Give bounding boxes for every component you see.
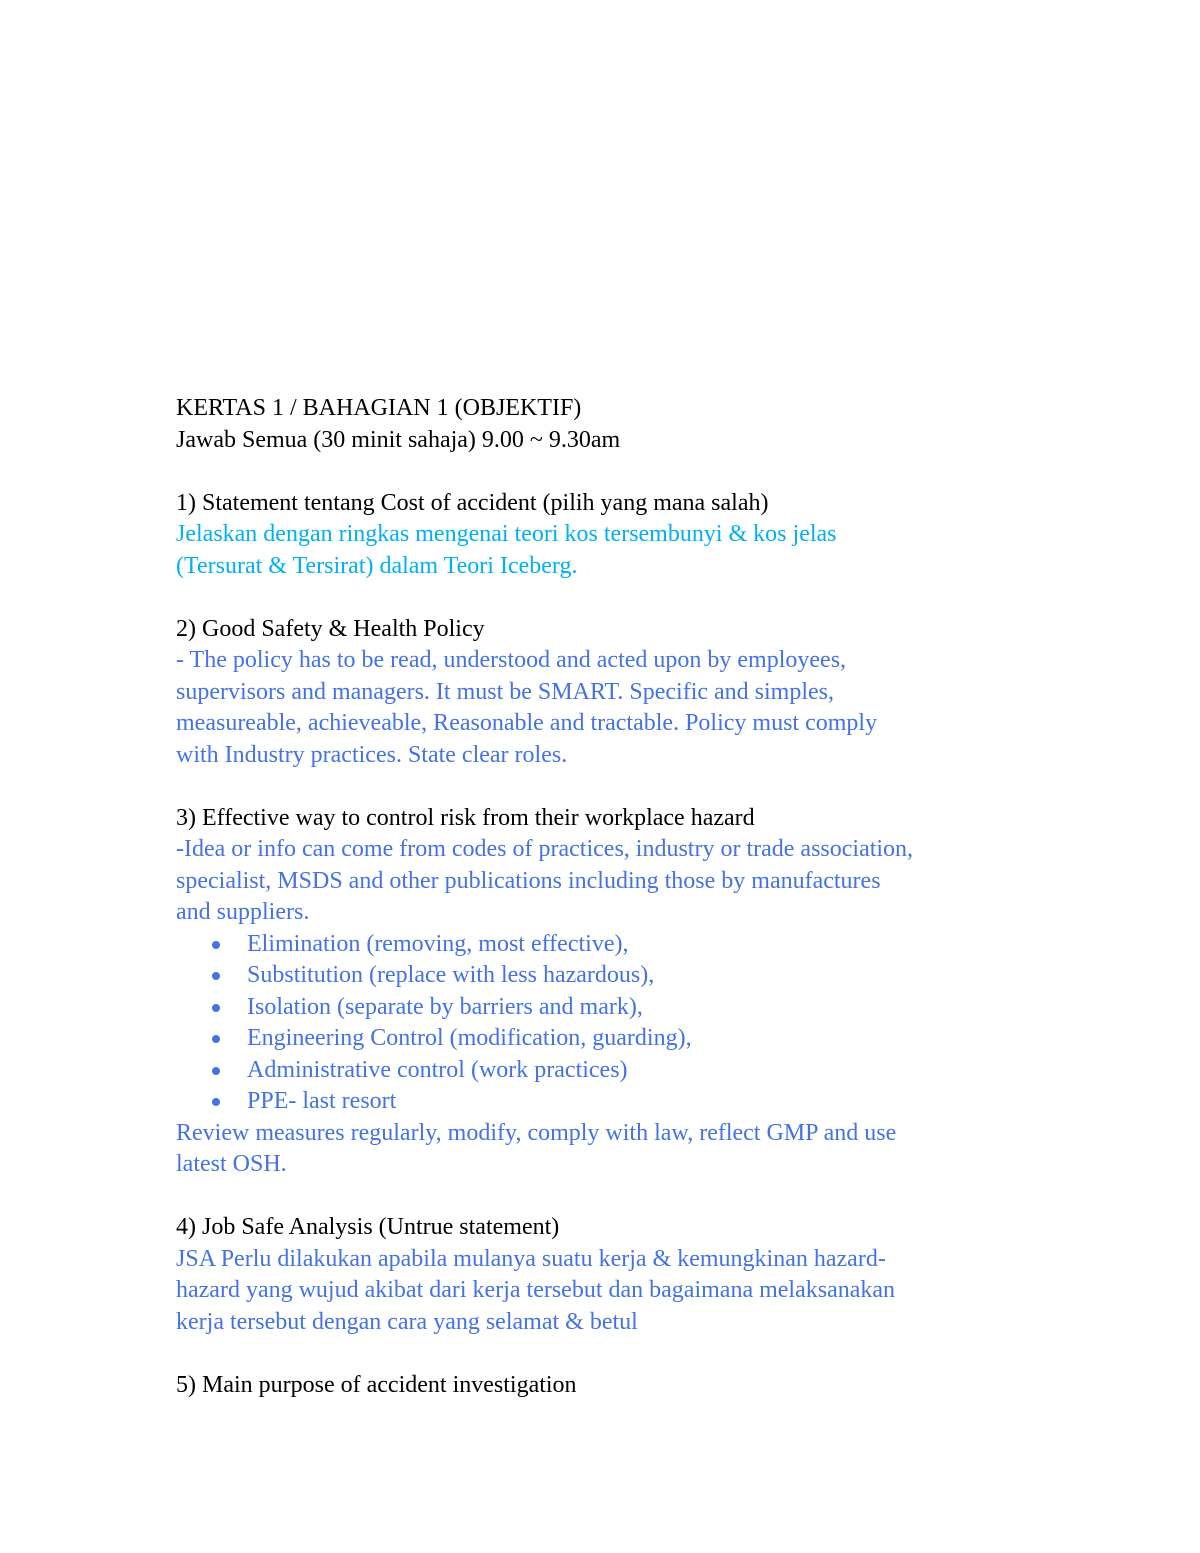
control-hierarchy-list [176,929,1076,1118]
document-body [176,393,1076,1401]
spacer [176,582,1076,614]
question-4-answer-line: hazard yang wujud akibat dari kerja tersebut dan bagaimana melaksanakan [176,1277,896,1303]
question-4-answer-line: JSA Perlu dilakukan apabila mulanya suatu kerja & kemungkinan hazard- [176,1245,886,1272]
question-1-answer-line: (Tersurat & Tersirat) dalam Teori Iceberg. [176,552,578,579]
bullet-icon [212,1035,220,1043]
question-2-answer-line: supervisors and managers. It must be SMART. Specific and simples, [176,678,835,705]
question-1-answer-line: Jelaskan dengan ringkas mengenai teori kos tersembunyi & kos jelas [176,521,837,547]
question-4-answer-line: kerja tersebut dengan cara yang selamat & betul [176,1308,638,1335]
question-5-heading: 5) Main purpose of accident investigation [176,1371,577,1398]
spacer [176,771,1076,803]
question-3-answer-line: and suppliers. [176,899,310,925]
question-2-answer-line: - The policy has to be read, understood and acted upon by employees, [176,647,847,673]
list-item [176,960,1076,992]
list-item [176,929,1076,961]
question-3-answer-line: -Idea or info can come from codes of practices, industry or trade association, [176,836,914,862]
list-item [176,1023,1076,1055]
spacer [176,1338,1076,1370]
spacer [176,1181,1076,1213]
question-3-heading: 3) Effective way to control risk from their workplace hazard [176,804,755,831]
list-item-text: Isolation (separate by barriers and mark), [247,993,643,1020]
question-3-answer-line: specialist, MSDS and other publications including those by manufactures [176,867,881,894]
spacer [176,456,1076,488]
list-item-text: Elimination (removing, most effective), [247,930,629,957]
list-item [176,1086,1076,1118]
question-2-heading: 2) Good Safety & Health Policy [176,615,485,642]
list-item [176,992,1076,1024]
paper-title: KERTAS 1 / BAHAGIAN 1 (OBJEKTIF) [176,395,582,421]
list-item-text: Administrative control (work practices) [247,1056,628,1083]
bullet-icon [212,941,220,949]
list-item-text: PPE- last resort [247,1088,397,1114]
bullet-icon [212,1067,220,1075]
list-item-text: Substitution (replace with less hazardous), [247,962,655,988]
question-1-heading: 1) Statement tentang Cost of accident (pilih yang mana salah) [176,489,769,516]
bullet-icon [212,1098,220,1106]
question-2-answer-line: with Industry practices. State clear roles. [176,741,568,768]
question-4-heading: 4) Job Safe Analysis (Untrue statement) [176,1214,560,1240]
question-3-closing-line: latest OSH. [176,1151,287,1177]
list-item [176,1055,1076,1087]
question-2-answer-line: measureable, achieveable, Reasonable and tractable. Policy must comply [176,710,878,736]
bullet-icon [212,1004,220,1012]
question-3-closing-line: Review measures regularly, modify, comply with law, reflect GMP and use [176,1119,897,1146]
list-item-text: Engineering Control (modification, guarding), [247,1025,692,1051]
paper-instructions: Jawab Semua (30 minit sahaja) 9.00 ~ 9.30am [176,426,621,453]
bullet-icon [212,972,220,980]
